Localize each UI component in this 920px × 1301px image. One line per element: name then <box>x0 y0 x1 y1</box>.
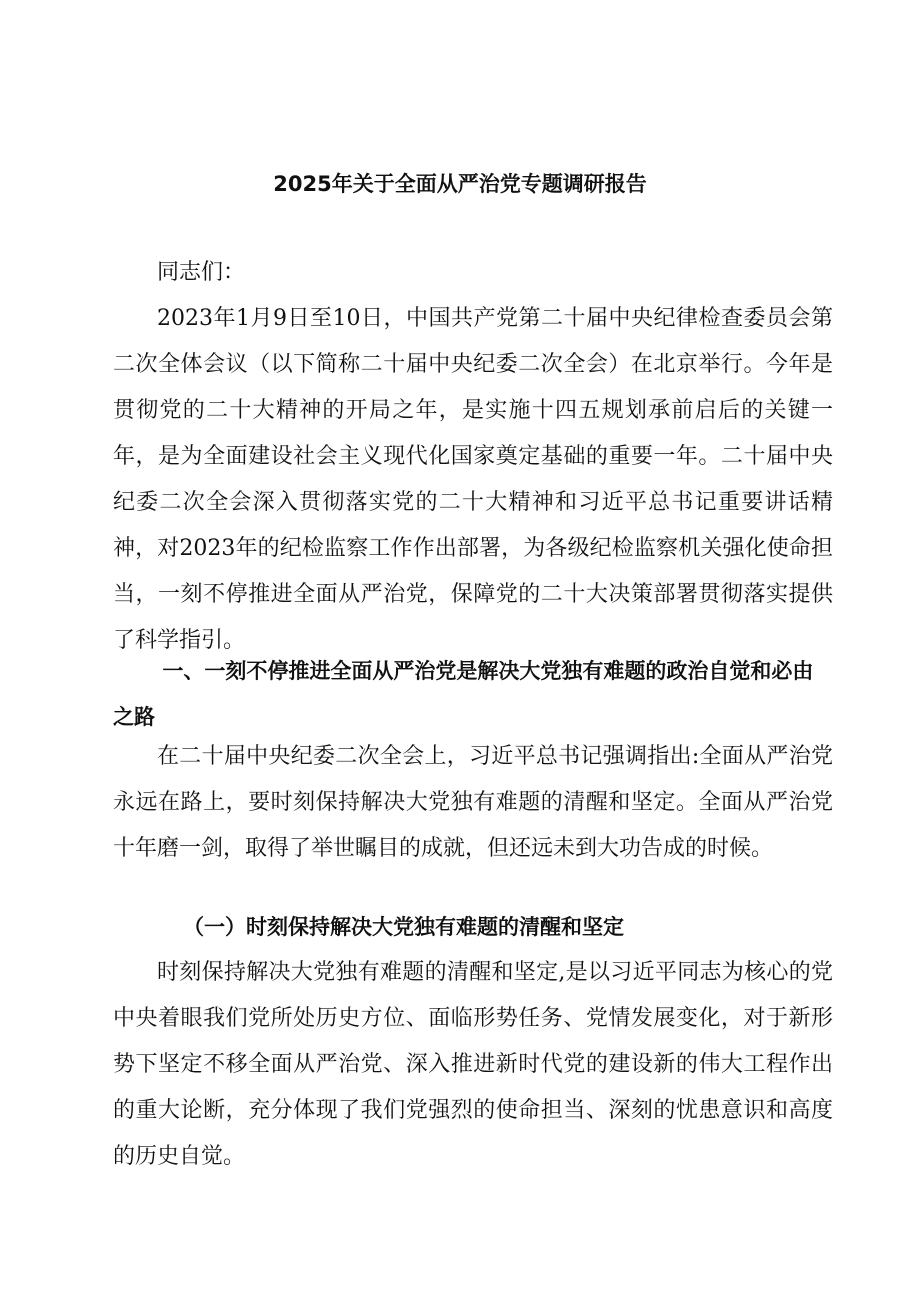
paragraph-section-1: 在二十届中央纪委二次全会上，习近平总书记强调指出:全面从严治党永远在路上，要时刻保持解决大党独有难题的清醒和坚定。全面从严治党十年磨一剑，取得了举世瞩目的成就，但还远未到大功告成的时候。 <box>113 744 833 861</box>
subsection-heading-1: （一）时刻保持解决大党独有难题的清醒和坚定 <box>183 914 624 939</box>
paragraph-intro: 2023年1月9日至10日，中国共产党第二十届中央纪律检查委员会第二次全体会议（以下简称二十届中央纪委二次全会）在北京举行。今年是贯彻党的二十大精神的开局之年，是实施十四五规划承前启后的关键一年，是为全面建设社会主义现代化国家奠定基础的重要一年。二十届中央纪委二次全会深入贯彻落实党的二十大精神和习近平总书记重要讲话精神，对2023年的纪检监察工作作出部署，为各级纪检监察机关强化使命担当，一刻不停推进全面从严治党，保障党的二十大决策部署贯彻落实提供了科学指引。 <box>113 306 833 653</box>
salutation: 同志们： <box>157 260 246 285</box>
section-heading-1: 一、一刻不停推进全面从严治党是解决大党独有难题的政治自觉和必由之路 <box>113 659 814 729</box>
paragraph-subsection-1: 时刻保持解决大党独有难题的清醒和坚定,是以习近平同志为核心的党中央着眼我们党所处历史方位、面临形势任务、党情发展变化，对于新形势下坚定不移全面从严治党、深入推进新时代党的建设新的伟大工程作出的重大论断，充分体现了我们党强烈的使命担当、深刻的忧患意识和高度的历史自觉。 <box>113 960 833 1169</box>
document-title: 2025年关于全面从严治党专题调研报告 <box>273 172 647 196</box>
